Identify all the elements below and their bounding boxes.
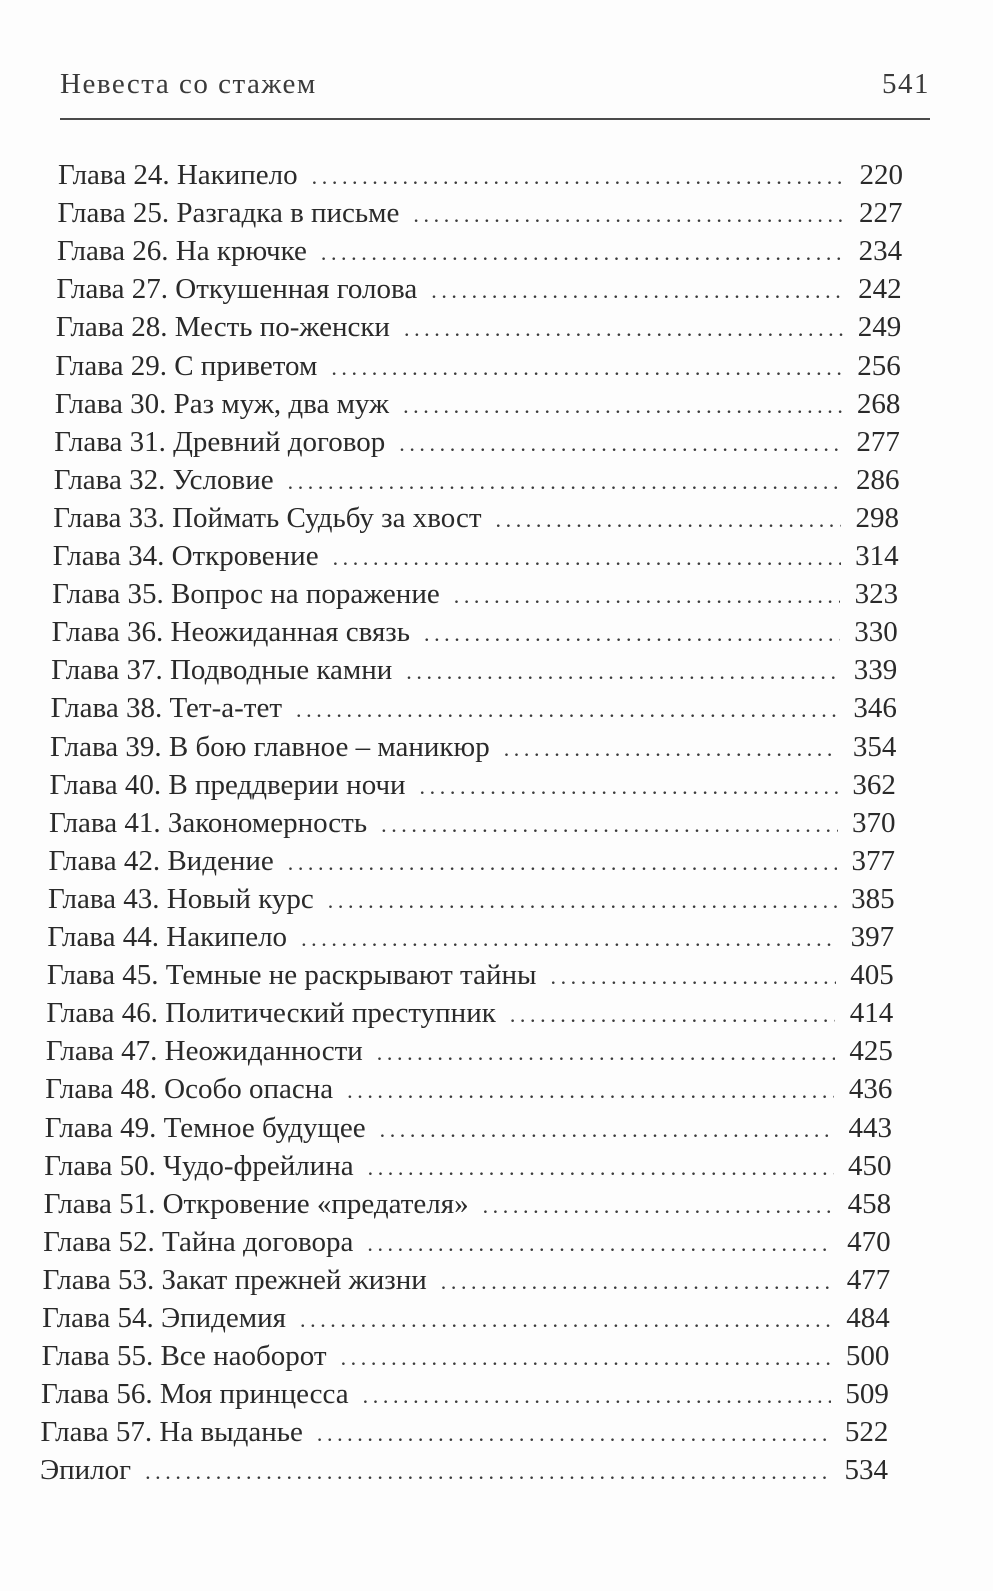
dot-leader <box>496 501 842 539</box>
dot-leader <box>381 806 837 844</box>
toc-entry-page: 397 <box>850 921 895 953</box>
toc-entry-page: 346 <box>853 692 897 725</box>
toc-entry <box>47 918 894 956</box>
toc-entry-title: Глава 28. Месть по-женски <box>55 311 390 344</box>
toc-entry <box>44 1147 891 1185</box>
toc-entry <box>46 994 893 1032</box>
running-header <box>60 68 930 108</box>
toc-entry <box>50 766 896 804</box>
toc-entry <box>51 689 897 727</box>
dot-leader <box>317 1415 831 1453</box>
toc-entry <box>57 232 902 270</box>
dot-leader <box>454 577 840 615</box>
toc-entry-title: Глава 44. Накипело <box>47 921 288 953</box>
toc-entry-page: 509 <box>845 1378 889 1411</box>
toc-entry <box>47 956 894 994</box>
toc-entry-page: 377 <box>851 844 896 877</box>
dot-leader <box>504 730 839 768</box>
dot-leader <box>406 653 839 691</box>
toc-entry <box>43 1261 891 1299</box>
toc-entry-title: Глава 27. Откушенная голова <box>56 273 418 306</box>
toc-entry-title: Глава 47. Неожиданности <box>45 1035 363 1068</box>
toc-entry-title: Глава 35. Вопрос на поражение <box>52 578 440 611</box>
toc-entry <box>42 1299 890 1337</box>
toc-entry-title: Глава 43. Новый курс <box>47 882 314 915</box>
dot-leader <box>431 272 843 310</box>
toc-entry-page: 314 <box>855 540 899 572</box>
toc-entry-page: 234 <box>858 235 903 268</box>
dot-leader <box>420 768 838 806</box>
header-rule <box>60 118 930 120</box>
toc-entry-page: 534 <box>844 1454 888 1487</box>
toc-entry <box>52 613 898 651</box>
dot-leader <box>368 1149 834 1187</box>
toc-entry <box>57 194 902 232</box>
toc-entry-page: 436 <box>848 1073 893 1106</box>
toc-entry <box>50 728 896 766</box>
toc-entry-title: Глава 36. Неожиданная связь <box>51 616 410 649</box>
toc-entry-page: 220 <box>859 159 903 191</box>
toc-entry-page: 249 <box>857 311 902 344</box>
toc-entry-title: Глава 32. Условие <box>53 463 274 496</box>
toc-entry <box>51 651 897 689</box>
toc-entry-page: 362 <box>852 768 896 801</box>
dot-leader <box>441 1263 832 1301</box>
toc-entry <box>54 461 900 499</box>
toc-entry-page: 443 <box>848 1111 892 1144</box>
dot-leader <box>341 1339 832 1377</box>
toc-entry-title: Глава 29. С приветом <box>55 349 318 382</box>
dot-leader <box>301 920 836 958</box>
toc-entry-title: Глава 53. Закат прежней жизни <box>42 1263 427 1296</box>
toc-entry-title: Глава 25. Разгадка в письме <box>57 197 400 230</box>
toc-entry-title: Глава 55. Все наоборот <box>41 1340 327 1373</box>
toc-entry-title: Глава 49. Темное будущее <box>44 1111 366 1144</box>
toc-entry-page: 354 <box>852 730 897 763</box>
toc-entry-title: Глава 54. Эпидемия <box>42 1302 286 1334</box>
toc-entry-page: 268 <box>856 387 901 420</box>
toc-entry-title: Глава 34. Откровение <box>52 540 319 572</box>
dot-leader <box>510 996 835 1034</box>
toc-entry-title: Глава 45. Темные не раскрывают тайны <box>46 959 537 992</box>
dot-leader <box>399 425 842 463</box>
toc-entry-page: 286 <box>855 463 900 496</box>
toc-entry <box>45 1070 892 1108</box>
toc-entry-page: 339 <box>853 654 898 687</box>
toc-entry <box>40 1451 888 1489</box>
dot-leader <box>363 1377 831 1415</box>
dot-leader <box>328 882 837 920</box>
dot-leader <box>333 539 841 577</box>
toc-entry <box>48 880 895 918</box>
toc-entry-page: 458 <box>847 1187 892 1220</box>
toc-entry-title: Глава 50. Чудо-фрейлина <box>44 1149 354 1182</box>
toc-entry <box>54 423 900 461</box>
toc-entry-title: Глава 41. Закономерность <box>49 806 368 839</box>
dot-leader <box>483 1187 834 1225</box>
dot-leader <box>312 158 845 196</box>
toc-entry-title: Глава 40. В преддверии ночи <box>49 768 406 801</box>
toc-entry-page: 256 <box>857 349 901 382</box>
toc-entry-title: Глава 38. Тет-а-тет <box>50 692 282 725</box>
dot-leader <box>403 387 842 425</box>
toc-entry-page: 277 <box>856 425 900 458</box>
toc-entry-title: Глава 24. Накипело <box>58 159 298 191</box>
dot-leader <box>321 234 844 272</box>
toc-entry-page: 500 <box>845 1340 890 1373</box>
dot-leader <box>413 196 844 234</box>
toc-entry-page: 477 <box>846 1263 891 1296</box>
toc-entry-title: Глава 48. Особо опасна <box>45 1073 334 1106</box>
toc-entry <box>55 347 900 385</box>
toc-entry-page: 522 <box>844 1416 889 1449</box>
toc-entry-title: Глава 46. Политический преступник <box>46 997 496 1030</box>
toc-entry-title: Глава 33. Поймать Судьбу за хвост <box>53 501 482 534</box>
toc-entry <box>56 308 901 346</box>
toc-entry <box>58 156 903 194</box>
toc-entry <box>41 1413 889 1451</box>
toc-entry <box>48 842 895 880</box>
toc-entry-page: 370 <box>852 806 896 839</box>
page-number: 541 <box>882 68 930 100</box>
toc-entry-page: 323 <box>854 578 899 611</box>
dot-leader <box>288 844 837 882</box>
toc-entry <box>41 1375 889 1413</box>
toc-entry-page: 330 <box>854 616 898 649</box>
toc-entry-title: Глава 37. Подводные камни <box>51 654 393 687</box>
toc-entry <box>52 575 898 613</box>
toc-entry <box>49 804 896 842</box>
toc-entry-page: 484 <box>846 1302 890 1334</box>
dot-leader <box>300 1301 832 1339</box>
toc-entry <box>53 499 899 537</box>
toc-entry-page: 450 <box>848 1149 892 1182</box>
toc-entry <box>44 1185 891 1223</box>
dot-leader <box>296 691 839 729</box>
toc-entry-page: 470 <box>847 1225 891 1258</box>
toc-entry-title: Глава 51. Откровение «предателя» <box>43 1187 469 1220</box>
toc-entry-title: Глава 57. На выданье <box>40 1416 303 1449</box>
toc-entry-page: 405 <box>850 959 894 992</box>
toc-entry-title: Эпилог <box>40 1454 132 1487</box>
dot-leader <box>404 310 843 348</box>
toc-entry <box>55 385 901 423</box>
toc-entry <box>45 1109 892 1147</box>
toc-entry <box>42 1337 890 1375</box>
dot-leader <box>377 1034 835 1072</box>
dot-leader <box>367 1225 832 1263</box>
toc-entry-page: 242 <box>858 273 902 306</box>
dot-leader <box>145 1453 830 1491</box>
toc-entry-page: 414 <box>849 997 894 1030</box>
toc-entry-page: 227 <box>859 197 903 230</box>
toc-entry <box>43 1223 890 1261</box>
toc-entry-page: 385 <box>851 882 895 915</box>
toc-entry-title: Глава 56. Моя принцесса <box>41 1378 349 1411</box>
dot-leader <box>347 1072 834 1110</box>
toc-entry-title: Глава 26. На крючке <box>56 235 307 268</box>
toc-entry-title: Глава 31. Древний договор <box>54 425 386 458</box>
dot-leader <box>424 615 840 653</box>
dot-leader <box>331 349 842 387</box>
toc-entry-title: Глава 42. Видение <box>48 844 274 877</box>
toc-entry-page: 298 <box>855 501 900 534</box>
toc-entry-title: Глава 52. Тайна договора <box>43 1225 354 1258</box>
toc-entry <box>56 270 901 308</box>
dot-leader <box>550 958 835 996</box>
toc-entry-title: Глава 39. В бою главное – маникюр <box>50 730 490 763</box>
toc-entry <box>46 1032 893 1070</box>
toc-entry <box>53 537 899 575</box>
toc-entry-page: 425 <box>849 1035 893 1068</box>
dot-leader <box>380 1111 834 1149</box>
dot-leader <box>288 463 842 501</box>
running-title: Невеста со стажем <box>60 68 317 100</box>
toc-entry-title: Глава 30. Раз муж, два муж <box>54 387 390 420</box>
